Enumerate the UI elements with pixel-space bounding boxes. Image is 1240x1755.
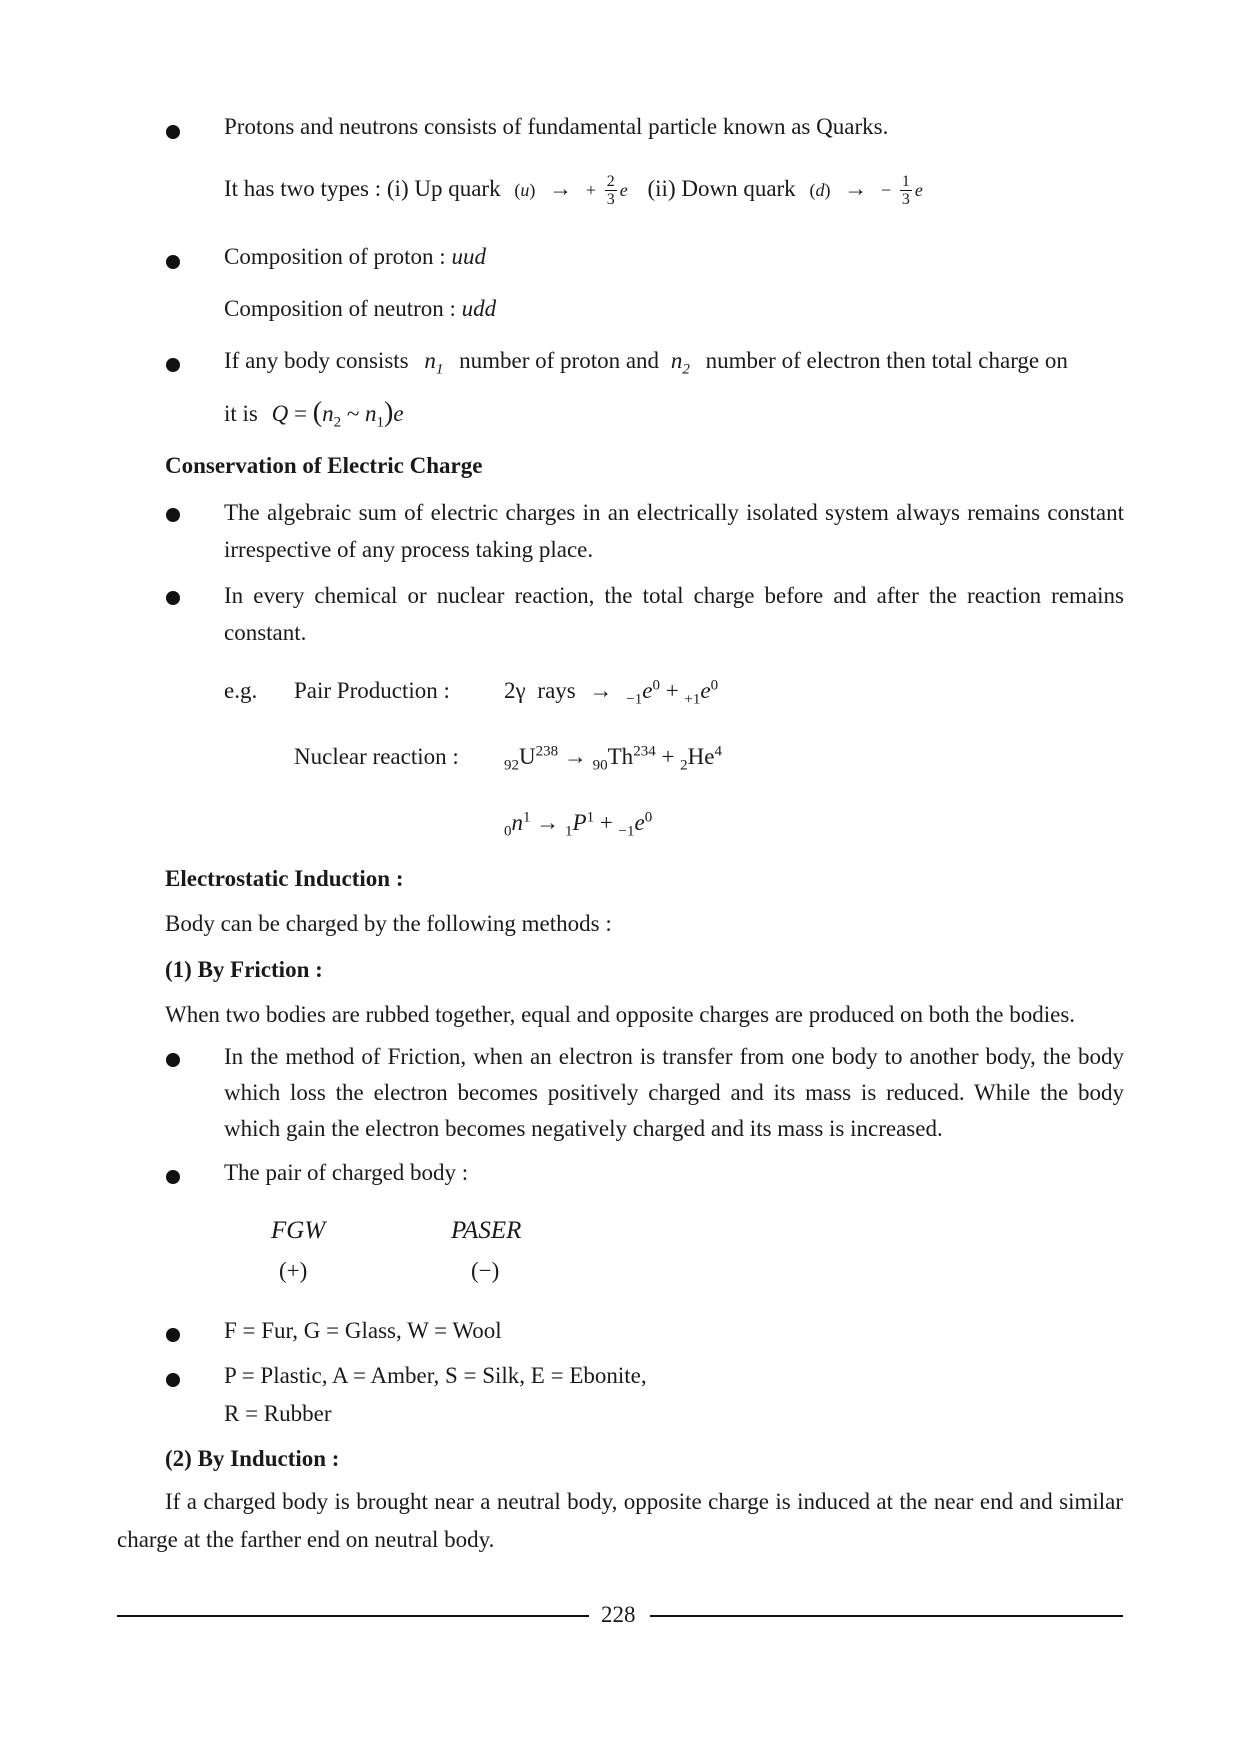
nuclear-reaction-equation-2: $_0n^1 \to _1P^1 + _{-1}e^0$ <box>504 809 653 840</box>
positive-sign: (+) <box>279 1258 308 1283</box>
friction-text: When two bodies are rubbed together, equal and opposite charges are produced on both the bodies. <box>165 1002 1076 1027</box>
bullet-dot <box>166 1373 180 1387</box>
conservation-heading: Conservation of Electric Charge <box>165 453 483 478</box>
quarks-intro: Protons and neutrons consists of fundamental particle known as Quarks. <box>224 114 889 139</box>
eg-label: e.g. <box>224 678 258 703</box>
conservation-point-2: In every chemical or nuclear reaction, the total charge before and after the reaction remains constant. <box>224 583 1124 645</box>
quark-types-lead: It has two types : (i) Up quark <box>224 176 501 201</box>
nuclear-reaction-equation-1: $_{92}U^{238} \to _{90}Th^{234} + _2He^4$ <box>504 743 722 774</box>
induction-text: If a charged body is brought near a neutral body, opposite charge is induced at the near end and similar charge at the farther end on neutral body. <box>117 1489 1123 1552</box>
pair-of-charged-body: The pair of charged body : <box>224 1160 469 1185</box>
bullet-dot <box>166 1328 180 1342</box>
bullet-dot <box>166 591 180 605</box>
by-induction-heading: (2) By Induction : <box>165 1446 340 1471</box>
pair-production-equation: 2γ rays → $_{-1}e^0 + _{+1}e^0$ <box>504 677 719 708</box>
bullet-dot <box>166 125 180 139</box>
paser-key-line-2: R = Rubber <box>224 1401 332 1426</box>
page-number: 228 <box>601 1602 636 1627</box>
paser-label: PASER <box>451 1217 522 1244</box>
pair-production-label: Pair Production : <box>294 678 450 703</box>
up-sign: + <box>585 180 596 200</box>
up-fraction: $\frac{2}{3}$ <box>606 173 615 209</box>
charge-formula: $Q = (n_2$ ~ $n_1)e$ <box>271 397 404 431</box>
footer-rule-right <box>650 1615 1123 1617</box>
down-quark-symbol: d <box>815 180 825 200</box>
quark-types-line: It has two types : (i) Up quark (u) → + $\frac{2}{3}$ e (ii) Down quark (d) → − $\frac{1}{3}$ e <box>224 173 923 209</box>
footer-rule-left <box>117 1615 589 1617</box>
down-sign: − <box>880 180 892 200</box>
fgw-key: F = Fur, G = Glass, W = Wool <box>224 1318 502 1343</box>
friction-heading: (1) By Friction : <box>165 957 323 982</box>
friction-point: In the method of Friction, when an electron is transfer from one body to another body, the body which loss the electron becomes positively charged and its mass is reduced. While the body which gain the electron becomes negatively charged and its mass is increased. <box>224 1044 1124 1141</box>
down-fraction: $\frac{1}{3}$ <box>901 173 910 209</box>
negative-sign: (−) <box>471 1258 500 1283</box>
bullet-dot <box>166 508 180 522</box>
proton-composition: Composition of proton : uud <box>224 244 486 269</box>
bullet-dot <box>166 358 180 372</box>
neutron-composition: Composition of neutron : udd <box>224 296 497 321</box>
bullet-dot <box>166 1170 180 1184</box>
bullet-dot <box>166 255 180 269</box>
up-quark-symbol: u <box>520 180 530 200</box>
down-quark-text: (ii) Down quark <box>647 176 796 201</box>
nuclear-reaction-label: Nuclear reaction : <box>294 744 459 769</box>
fgw-label: FGW <box>271 1217 326 1244</box>
total-charge-line1: If any body consists $n_1$ number of proton and $n_2$ number of electron then total charge on <box>224 348 1068 378</box>
conservation-point-1: The algebraic sum of electric charges in an electrically isolated system always remains constant irrespective of any process taking place. <box>224 500 1124 562</box>
induction-intro: Body can be charged by the following methods : <box>165 911 612 936</box>
bullet-dot <box>166 1053 180 1067</box>
induction-heading: Electrostatic Induction : <box>165 866 404 891</box>
total-charge-line2: it is $Q = (n_2$ ~ $n_1)e$ <box>224 397 404 431</box>
paser-key-line-1: P = Plastic, A = Amber, S = Silk, E = Ebonite, <box>224 1363 647 1388</box>
